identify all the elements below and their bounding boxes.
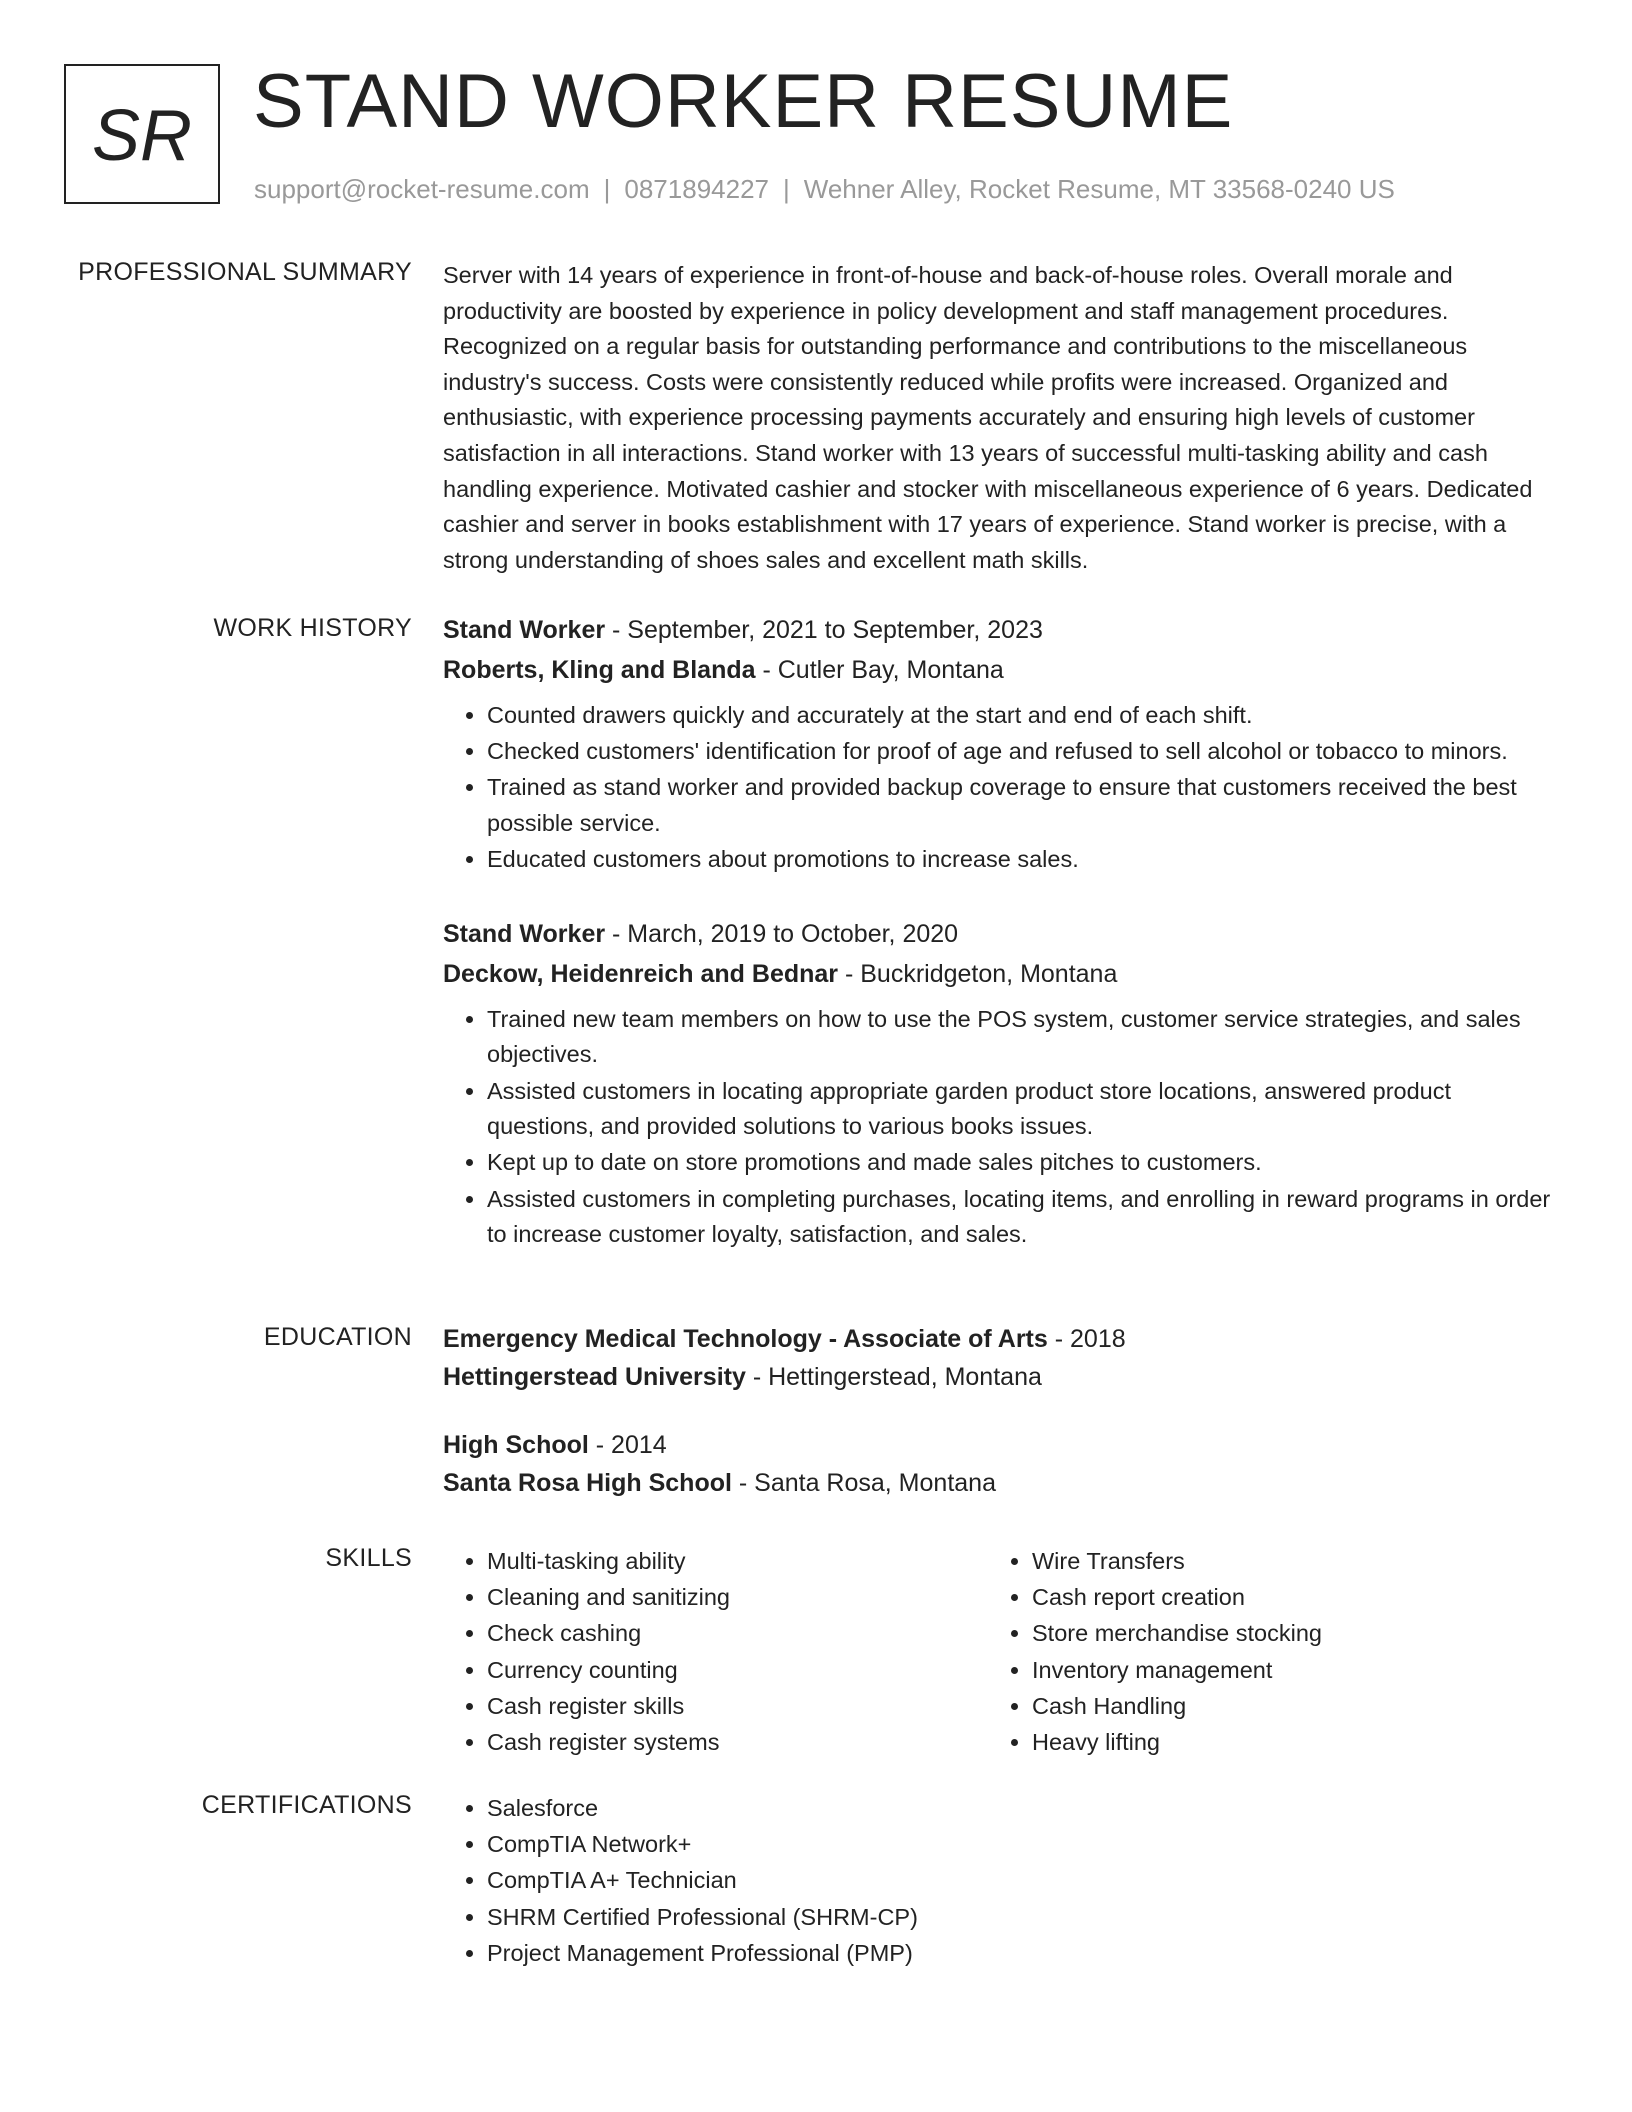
resume-header <box>64 59 1592 214</box>
list-item: • Kept up to date on store promotions and made sales pitches to customers. <box>487 1145 1553 1181</box>
certification-item: • CompTIA A+ Technician <box>487 1863 1553 1899</box>
skills-list <box>988 1544 1533 1761</box>
skill-item: • Cash Handling <box>1032 1689 1533 1725</box>
education-year: - 2018 <box>1047 1325 1126 1353</box>
job-company: Deckow, Heidenreich and Bednar <box>443 959 839 988</box>
contact-address: Wehner Alley, Rocket Resume, MT 33568-0240 US <box>803 174 1395 204</box>
list-item: • Trained as stand worker and provided backup coverage to ensure that customers received the best possible service. <box>487 770 1553 841</box>
education-location: - Santa Rosa, Montana <box>731 1469 996 1497</box>
job-company-line <box>443 954 1553 994</box>
education-school: Santa Rosa High School <box>443 1469 732 1497</box>
job-company: Roberts, Kling and Blanda <box>443 656 756 684</box>
education-year: - 2014 <box>588 1431 667 1459</box>
list-item: • Checked customers' identification for proof of age and refused to sell alcohol or tobacco to minors. <box>487 734 1553 770</box>
job-entry <box>443 914 1553 1253</box>
education-school: Hettingerstead University <box>443 1363 746 1391</box>
job-dates: - March, 2019 to October, 2020 <box>605 919 959 948</box>
list-item: • Assisted customers in locating appropriate garden product store locations, answered product questions, and provided solutions to various books issues. <box>487 1074 1553 1145</box>
skill-item: • Store merchandise stocking <box>1032 1616 1533 1652</box>
skill-item: • Currency counting <box>487 1653 988 1689</box>
education-entry <box>443 1426 1553 1502</box>
certification-item: • SHRM Certified Professional (SHRM-CP) <box>487 1900 1553 1936</box>
skill-item: • Wire Transfers <box>1032 1544 1533 1580</box>
skills-column <box>988 1544 1533 1761</box>
contact-separator: | <box>783 174 790 204</box>
skill-item: • Multi-tasking ability <box>487 1544 988 1580</box>
education-school-line <box>443 1464 1553 1502</box>
page-title: STAND WORKER RESUME <box>253 59 1234 144</box>
summary-text: Server with 14 years of experience in front-of-house and back-of-house roles. Overall morale and productivity are boosted by experience in policy development and staff management procedures. Recognized on a regular basis for outstanding performance and contributions to the miscellaneous industry's success. Costs were consistently reduced while profits were increased. Organized and enthusiastic, with experience processing payments accurately and ensuring high levels of customer satisfaction in all interactions. Stand worker with 13 years of successful multi-tasking ability and cash handling experience. Motivated cashier and stocker with miscellaneous experience of 6 years. Dedicated cashier and server in books establishment with 17 years of experience. Stand worker is precise, with a strong understanding of shoes sales and excellent math skills. <box>443 262 1533 573</box>
job-company-line <box>443 650 1553 690</box>
education-school-line <box>443 1358 1553 1396</box>
certification-item: • CompTIA Network+ <box>487 1827 1553 1863</box>
skill-item: • Check cashing <box>487 1616 988 1652</box>
certification-item: • Project Management Professional (PMP) <box>487 1936 1553 1972</box>
job-title-line <box>443 610 1553 650</box>
job-location: - Buckridgeton, Montana <box>838 959 1118 988</box>
skills-list <box>443 1544 988 1761</box>
skill-item: • Cash register systems <box>487 1725 988 1761</box>
certifications-list <box>443 1791 1553 1971</box>
list-item: • Counted drawers quickly and accurately at the start and end of each shift. <box>487 698 1553 734</box>
job-entry <box>443 610 1553 878</box>
contact-line <box>254 174 1395 205</box>
section-title-education: EDUCATION <box>263 1323 412 1351</box>
job-dates: - September, 2021 to September, 2023 <box>605 616 1043 644</box>
list-item: • Trained new team members on how to use the POS system, customer service strategies, and sales objectives. <box>487 1002 1553 1073</box>
section-title-work-history: WORK HISTORY <box>213 614 412 642</box>
skill-item: • Cleaning and sanitizing <box>487 1580 988 1616</box>
job-position: Stand Worker <box>443 616 606 644</box>
monogram-text: SR <box>91 96 193 176</box>
job-position: Stand Worker <box>443 919 606 948</box>
education-degree: Emergency Medical Technology - Associate of Arts <box>443 1325 1048 1353</box>
list-item: • Educated customers about promotions to increase sales. <box>487 842 1553 878</box>
skill-item: • Cash report creation <box>1032 1580 1533 1616</box>
section-title-certifications: CERTIFICATIONS <box>201 1791 412 1819</box>
education-degree: High School <box>443 1431 589 1459</box>
skill-item: • Inventory management <box>1032 1653 1533 1689</box>
education-degree-line <box>443 1426 1553 1464</box>
skill-item: • Heavy lifting <box>1032 1725 1533 1761</box>
contact-phone: 0871894227 <box>624 174 769 204</box>
job-location: - Cutler Bay, Montana <box>755 656 1004 684</box>
education-location: - Hettingerstead, Montana <box>745 1363 1042 1391</box>
list-item: • Assisted customers in completing purchases, locating items, and enrolling in reward programs in order to increase customer loyalty, satisfaction, and sales. <box>487 1182 1553 1253</box>
job-title-line <box>443 914 1553 954</box>
job-bullets <box>443 1002 1553 1253</box>
job-bullets <box>443 698 1553 878</box>
skills-grid <box>443 1544 1553 1761</box>
monogram-badge <box>64 64 220 204</box>
skills-column <box>443 1544 988 1761</box>
contact-email: support@rocket-resume.com <box>254 174 590 204</box>
education-degree-line <box>443 1320 1553 1358</box>
section-title-summary: PROFESSIONAL SUMMARY <box>78 258 412 286</box>
education-entry <box>443 1320 1553 1396</box>
section-title-skills: SKILLS <box>325 1544 412 1572</box>
contact-separator: | <box>603 174 611 204</box>
skill-item: • Cash register skills <box>487 1689 988 1725</box>
certification-item: • Salesforce <box>487 1791 1553 1827</box>
